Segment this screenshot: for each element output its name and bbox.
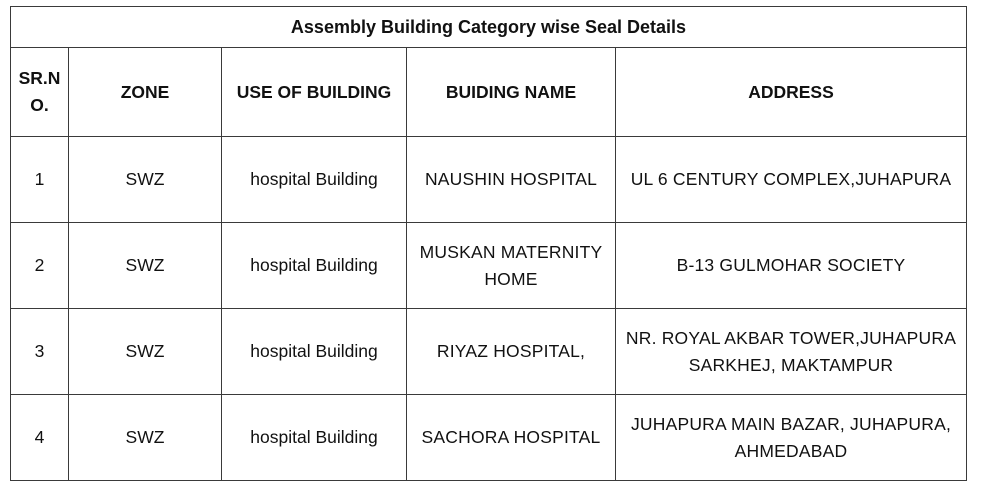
header-building-name: BUIDING NAME bbox=[407, 48, 616, 137]
header-use-of-building: USE OF BUILDING bbox=[222, 48, 407, 137]
cell-use-of-building: hospital Building bbox=[222, 395, 407, 481]
header-address: ADDRESS bbox=[616, 48, 967, 137]
cell-sr-no: 2 bbox=[11, 223, 69, 309]
cell-building-name: SACHORA HOSPITAL bbox=[407, 395, 616, 481]
cell-building-name: NAUSHIN HOSPITAL bbox=[407, 137, 616, 223]
header-sr-no: SR.N O. bbox=[11, 48, 69, 137]
cell-building-name: RIYAZ HOSPITAL, bbox=[407, 309, 616, 395]
cell-sr-no: 1 bbox=[11, 137, 69, 223]
header-zone: ZONE bbox=[69, 48, 222, 137]
cell-address: JUHAPURA MAIN BAZAR, JUHAPURA, AHMEDABAD bbox=[616, 395, 967, 481]
seal-details-document bbox=[10, 6, 967, 479]
table-row bbox=[11, 137, 967, 223]
cell-use-of-building: hospital Building bbox=[222, 223, 407, 309]
cell-zone: SWZ bbox=[69, 137, 222, 223]
cell-address: UL 6 CENTURY COMPLEX,JUHAPURA bbox=[616, 137, 967, 223]
table-row bbox=[11, 309, 967, 395]
cell-use-of-building: hospital Building bbox=[222, 137, 407, 223]
table-header-row bbox=[11, 48, 967, 137]
cell-zone: SWZ bbox=[69, 395, 222, 481]
table-row bbox=[11, 395, 967, 481]
cell-zone: SWZ bbox=[69, 309, 222, 395]
cell-sr-no: 3 bbox=[11, 309, 69, 395]
cell-address: B-13 GULMOHAR SOCIETY bbox=[616, 223, 967, 309]
seal-details-table bbox=[10, 6, 967, 481]
cell-building-name: MUSKAN MATERNITY HOME bbox=[407, 223, 616, 309]
cell-use-of-building: hospital Building bbox=[222, 309, 407, 395]
table-title: Assembly Building Category wise Seal Details bbox=[11, 7, 967, 48]
table-row bbox=[11, 223, 967, 309]
cell-zone: SWZ bbox=[69, 223, 222, 309]
cell-address: NR. ROYAL AKBAR TOWER,JUHAPURA SARKHEJ, MAKTAMPUR bbox=[616, 309, 967, 395]
cell-sr-no: 4 bbox=[11, 395, 69, 481]
